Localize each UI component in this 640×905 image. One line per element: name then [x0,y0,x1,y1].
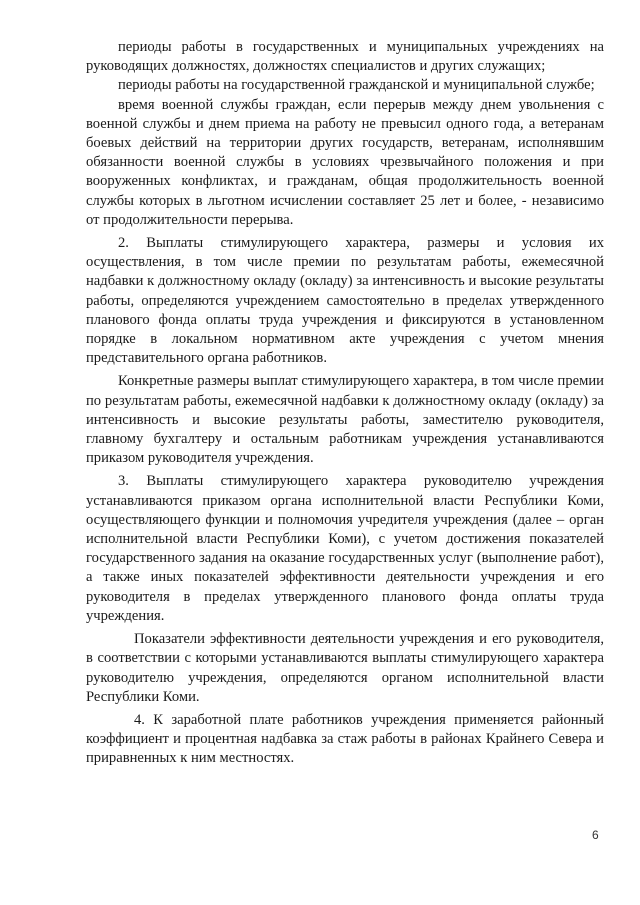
paragraph-military-service: время военной службы граждан, если перерыв между днем увольнения с военной службы и днем приема на работу не превысил одного года, а ветеранам боевых действий на территории других государств, ветеранам, исполнявшим обязанности военной службы в условиях чрезвычайного положения и при вооруженных конфликтах, и гражданам, общая продолжительность военной службы которых в льготном исчислении составляет 25 лет и более, - независимо от продолжительности перерыва. [86,96,604,228]
paragraph-specific-amounts: Конкретные размеры выплат стимулирующего характера, в том числе премии по результатам работы, ежемесячной надбавки к должностному окладу (окладу) за интенсивность и высокие результаты работы, заместителю руководителя, главному бухгалтеру и остальным работникам учреждения устанавливаются приказом руководителя учреждения. [86,373,604,467]
paragraph-performance-indicators: Показатели эффективности деятельности учреждения и его руководителя, в соответствии с которыми устанавливаются выплаты стимулирующего характера руководителю учреждения, определяются органом исполнительной власти Республики Коми. [86,631,604,705]
paragraph-work-periods-civil-service: периоды работы на государственной гражданской и муниципальной службе; [118,77,595,94]
paragraph-item-3: 3. Выплаты стимулирующего характера руководителю учреждения устанавливаются приказом органа исполнительной власти Республики Коми, осуществляющего функции и полномочия учредителя учреждения (далее – орган исполнительной власти Республики Коми), с учетом достижения показателей государственного задания на оказание государственных услуг (выполнение работ), а также иных показателей эффективности деятельности учреждения и его руководителя в пределах утвержденного планового фонда оплаты труда учреждения. [86,473,604,624]
paragraph-item-2: 2. Выплаты стимулирующего характера, размеры и условия их осуществления, в том числе премии по результатам работы, ежемесячной надбавки к должностному окладу (окладу) за интенсивность и высокие результаты работы, определяются учреждением самостоятельно в пределах утвержденного планового фонда оплаты труда учреждения и фиксируются в установленном порядке в локальном нормативном акте учреждения с учетом мнения представительного органа работников. [86,235,604,367]
page-number: 6 [592,828,599,842]
document-body [86,38,604,769]
paragraph-item-4: 4. К заработной плате работников учреждения применяется районный коэффициент и процентная надбавка за стаж работы в районах Крайнего Севера и приравненных к ним местностях. [86,711,604,767]
paragraph-work-periods-institutions: периоды работы в государственных и муниципальных учреждениях на руководящих должностях, должностях специалистов и других служащих; [86,39,604,75]
